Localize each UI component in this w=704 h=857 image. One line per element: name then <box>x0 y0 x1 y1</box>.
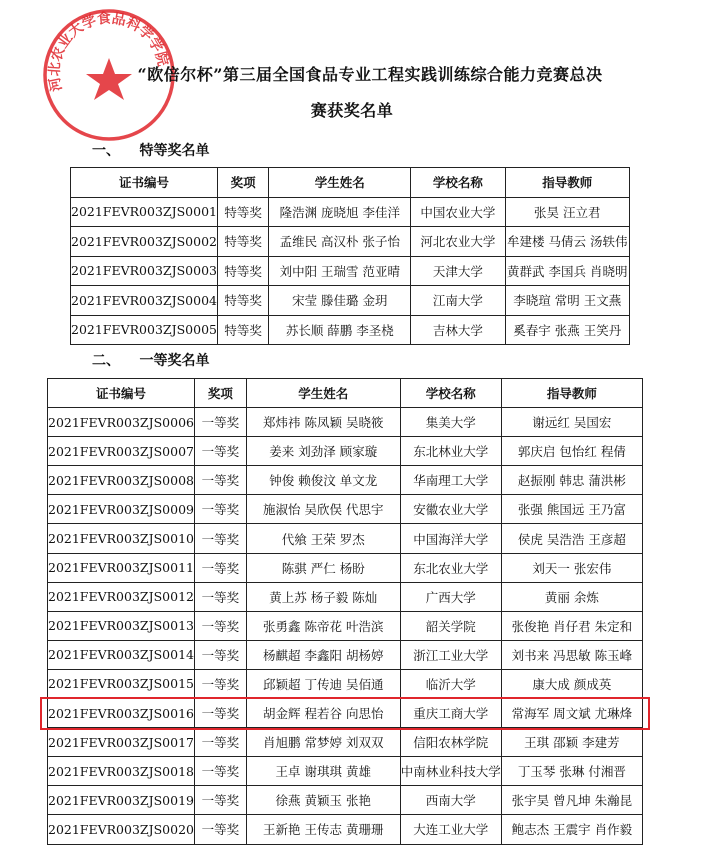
teacher-names-cell: 丁玉琴 张琳 付湘晋 <box>501 757 642 786</box>
teacher-names-cell: 黄群武 李国兵 肖晓明 <box>505 256 629 286</box>
table-row <box>71 315 630 345</box>
student-names-cell: 施淑怡 吴欣俣 代思宇 <box>246 495 400 524</box>
award-cell: 一等奖 <box>194 611 246 640</box>
svg-text:河北农业大学食品科学学院: 河北农业大学食品科学学院 <box>46 10 171 93</box>
table-row <box>48 495 643 524</box>
header-cert: 证书编号 <box>48 379 195 408</box>
header-school: 学校名称 <box>400 379 501 408</box>
table-row <box>71 227 630 257</box>
cert-number-cell: 2021FEVR003ZJS0004 <box>71 286 218 316</box>
school-name-cell: 天津大学 <box>411 256 505 286</box>
teacher-names-cell: 张俊艳 肖仔君 朱定和 <box>501 611 642 640</box>
cert-number-cell: 2021FEVR003ZJS0006 <box>48 408 195 437</box>
award-cell: 特等奖 <box>217 227 268 257</box>
school-name-cell: 吉林大学 <box>411 315 505 345</box>
student-names-cell: 郑炜祎 陈凤颖 吴晓筱 <box>246 408 400 437</box>
section-heading-first: 二、 一等奖名单 <box>92 353 210 369</box>
cert-number-cell: 2021FEVR003ZJS0016 <box>48 699 195 728</box>
cert-number-cell: 2021FEVR003ZJS0010 <box>48 524 195 553</box>
table-row <box>48 408 643 437</box>
highlight-box <box>40 697 650 730</box>
teacher-names-cell: 刘天一 张宏伟 <box>501 553 642 582</box>
header-school: 学校名称 <box>411 168 505 198</box>
award-cell: 一等奖 <box>194 757 246 786</box>
teacher-names-cell: 谢远红 吴国宏 <box>501 408 642 437</box>
cert-number-cell: 2021FEVR003ZJS0001 <box>71 197 218 227</box>
award-cell: 一等奖 <box>194 728 246 757</box>
table-row <box>48 786 643 815</box>
teacher-names-cell: 李晓瑄 常明 王文燕 <box>505 286 629 316</box>
table-row <box>71 256 630 286</box>
school-name-cell: 韶关学院 <box>400 611 501 640</box>
header-students: 学生姓名 <box>246 379 400 408</box>
header-award: 奖项 <box>217 168 268 198</box>
school-name-cell: 西南大学 <box>400 786 501 815</box>
student-names-cell: 孟维民 高汉朴 张子怡 <box>269 227 411 257</box>
award-cell: 一等奖 <box>194 408 246 437</box>
table-row <box>71 286 630 316</box>
student-names-cell: 王新艳 王传志 黄珊珊 <box>246 815 400 844</box>
student-names-cell: 胡金辉 程若谷 向思怡 <box>246 699 400 728</box>
award-cell: 特等奖 <box>217 315 268 345</box>
cert-number-cell: 2021FEVR003ZJS0020 <box>48 815 195 844</box>
student-names-cell: 姜来 刘劲泽 顾家璇 <box>246 437 400 466</box>
table-row <box>48 553 643 582</box>
cert-number-cell: 2021FEVR003ZJS0019 <box>48 786 195 815</box>
table-row <box>48 611 643 640</box>
cert-number-cell: 2021FEVR003ZJS0018 <box>48 757 195 786</box>
table-row <box>48 669 643 698</box>
award-cell: 一等奖 <box>194 669 246 698</box>
cert-number-cell: 2021FEVR003ZJS0017 <box>48 728 195 757</box>
table-row <box>48 728 643 757</box>
student-names-cell: 苏长顺 薛鹏 李圣桡 <box>269 315 411 345</box>
teacher-names-cell: 赵振刚 韩忠 蒲洪彬 <box>501 466 642 495</box>
teacher-names-cell: 刘书来 冯思敏 陈玉峰 <box>501 640 642 669</box>
teacher-names-cell: 黄丽 余炼 <box>501 582 642 611</box>
header-teacher: 指导教师 <box>505 168 629 198</box>
cert-number-cell: 2021FEVR003ZJS0012 <box>48 582 195 611</box>
teacher-names-cell: 侯虎 吴浩浩 王彦超 <box>501 524 642 553</box>
student-names-cell: 隆浩渊 庞晓旭 李佳洋 <box>269 197 411 227</box>
award-cell: 一等奖 <box>194 437 246 466</box>
header-students: 学生姓名 <box>269 168 411 198</box>
teacher-names-cell: 奚春宇 张燕 王笑丹 <box>505 315 629 345</box>
student-names-cell: 张勇鑫 陈帝花 叶浩滨 <box>246 611 400 640</box>
teacher-names-cell: 鲍志杰 王震宇 肖作毅 <box>501 815 642 844</box>
award-cell: 特等奖 <box>217 256 268 286</box>
teacher-names-cell: 郭庆启 包怡红 程倩 <box>501 437 642 466</box>
student-names-cell: 刘中阳 王瑞雪 范亚晴 <box>269 256 411 286</box>
student-names-cell: 徐燕 黄颖玉 张艳 <box>246 786 400 815</box>
award-cell: 一等奖 <box>194 640 246 669</box>
cert-number-cell: 2021FEVR003ZJS0014 <box>48 640 195 669</box>
award-cell: 一等奖 <box>194 699 246 728</box>
cert-number-cell: 2021FEVR003ZJS0013 <box>48 611 195 640</box>
student-names-cell: 邱颖超 丁传迪 吴佰通 <box>246 669 400 698</box>
school-name-cell: 安徽农业大学 <box>400 495 501 524</box>
award-cell: 一等奖 <box>194 495 246 524</box>
award-cell: 一等奖 <box>194 466 246 495</box>
award-cell: 一等奖 <box>194 524 246 553</box>
cert-number-cell: 2021FEVR003ZJS0007 <box>48 437 195 466</box>
student-names-cell: 宋莹 滕佳璐 金玥 <box>269 286 411 316</box>
award-cell: 特等奖 <box>217 197 268 227</box>
school-name-cell: 中国农业大学 <box>411 197 505 227</box>
school-name-cell: 浙江工业大学 <box>400 640 501 669</box>
teacher-names-cell: 张强 熊国远 王乃富 <box>501 495 642 524</box>
award-cell: 一等奖 <box>194 553 246 582</box>
school-name-cell: 临沂大学 <box>400 669 501 698</box>
school-name-cell: 东北林业大学 <box>400 437 501 466</box>
table-row <box>48 437 643 466</box>
cert-number-cell: 2021FEVR003ZJS0002 <box>71 227 218 257</box>
table-row <box>48 640 643 669</box>
award-cell: 一等奖 <box>194 815 246 844</box>
award-cell: 一等奖 <box>194 582 246 611</box>
table-header-row <box>48 379 643 408</box>
table-row <box>48 466 643 495</box>
document-title-line2: 赛获奖名单 <box>310 101 394 120</box>
student-names-cell: 陈骐 严仁 杨盼 <box>246 553 400 582</box>
teacher-names-cell: 张宇昊 曾凡坤 朱瀚昆 <box>501 786 642 815</box>
special-award-table <box>70 167 630 345</box>
cert-number-cell: 2021FEVR003ZJS0015 <box>48 669 195 698</box>
header-teacher: 指导教师 <box>501 379 642 408</box>
table-row <box>48 524 643 553</box>
school-name-cell: 大连工业大学 <box>400 815 501 844</box>
header-cert: 证书编号 <box>71 168 218 198</box>
section-heading-special: 一、 特等奖名单 <box>92 143 210 159</box>
school-name-cell: 河北农业大学 <box>411 227 505 257</box>
award-cell: 一等奖 <box>194 786 246 815</box>
school-name-cell: 东北农业大学 <box>400 553 501 582</box>
cert-number-cell: 2021FEVR003ZJS0008 <box>48 466 195 495</box>
award-cell: 特等奖 <box>217 286 268 316</box>
teacher-names-cell: 常海军 周文斌 尤琳烽 <box>501 699 642 728</box>
school-name-cell: 重庆工商大学 <box>400 699 501 728</box>
school-name-cell: 江南大学 <box>411 286 505 316</box>
school-name-cell: 信阳农林学院 <box>400 728 501 757</box>
student-names-cell: 肖旭鹏 常梦婷 刘双双 <box>246 728 400 757</box>
school-name-cell: 华南理工大学 <box>400 466 501 495</box>
teacher-names-cell: 张昊 汪立君 <box>505 197 629 227</box>
teacher-names-cell: 牟建楼 马倩云 汤轶伟 <box>505 227 629 257</box>
student-names-cell: 王卓 谢琪琪 黄雄 <box>246 757 400 786</box>
cert-number-cell: 2021FEVR003ZJS0009 <box>48 495 195 524</box>
document-title: “欧倍尔杯”第三届全国食品专业工程实践训练综合能力竞赛总决 <box>137 65 603 84</box>
table-row <box>48 815 643 844</box>
table-row <box>48 582 643 611</box>
table-row <box>48 757 643 786</box>
school-name-cell: 广西大学 <box>400 582 501 611</box>
school-name-cell: 中南林业科技大学 <box>400 757 501 786</box>
student-names-cell: 钟俊 赖俊汶 单文龙 <box>246 466 400 495</box>
teacher-names-cell: 康大成 颜成英 <box>501 669 642 698</box>
student-names-cell: 代飨 王荣 罗杰 <box>246 524 400 553</box>
cert-number-cell: 2021FEVR003ZJS0003 <box>71 256 218 286</box>
header-award: 奖项 <box>194 379 246 408</box>
student-names-cell: 黄上苏 杨子毅 陈灿 <box>246 582 400 611</box>
table-row <box>71 197 630 227</box>
first-award-table <box>47 378 643 845</box>
cert-number-cell: 2021FEVR003ZJS0011 <box>48 553 195 582</box>
school-name-cell: 集美大学 <box>400 408 501 437</box>
school-name-cell: 中国海洋大学 <box>400 524 501 553</box>
student-names-cell: 杨麒超 李鑫阳 胡杨婷 <box>246 640 400 669</box>
cert-number-cell: 2021FEVR003ZJS0005 <box>71 315 218 345</box>
teacher-names-cell: 王琪 邵颖 李建芳 <box>501 728 642 757</box>
table-header-row <box>71 168 630 198</box>
